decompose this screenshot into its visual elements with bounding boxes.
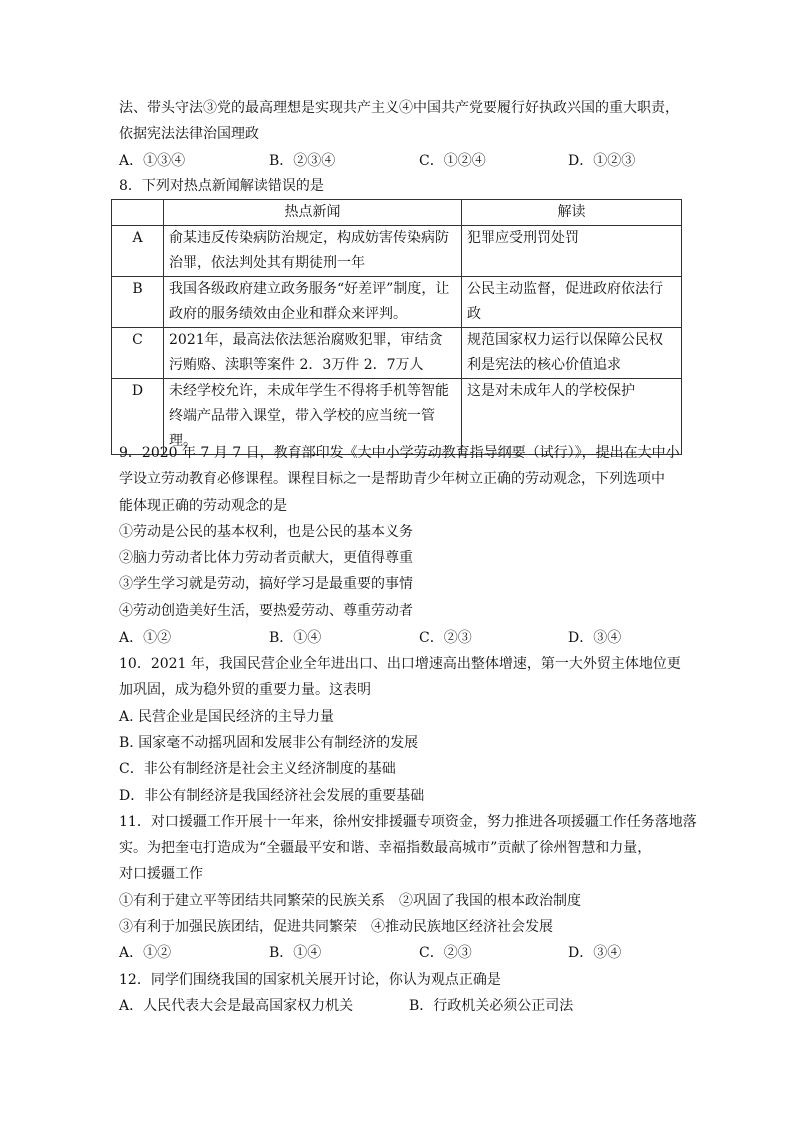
q11-option-b[interactable]: B．①④ [269, 945, 322, 961]
q11-option-c[interactable]: C．②③ [419, 945, 472, 961]
table-row [112, 277, 682, 328]
q9-option-a[interactable]: A．①② [119, 630, 172, 646]
row-key: D [112, 379, 164, 455]
q11-option-a[interactable]: A．①② [119, 945, 172, 961]
row-news: 俞某违反传染病防治规定，构成妨害传染病防治罪，依法判处其有期徒刑一年 [164, 226, 462, 277]
q11-text-line-1: 11．对口援疆工作开展十一年来，徐州安排援疆专项资金，努力推进各项援疆工作任务落地落 [119, 814, 697, 830]
q7-option-a[interactable]: A．①③④ [119, 153, 186, 169]
q11-items-row-1: ①有利于建立平等团结共同繁荣的民族关系 ②巩固了我国的根本政治制度 [119, 893, 581, 909]
q9-text-line-3: 能体现正确的劳动观念的是 [119, 498, 287, 514]
row-key: A [112, 226, 164, 277]
row-reading: 这是对未成年人的学校保护 [462, 379, 682, 455]
q11-option-d[interactable]: D．③④ [568, 945, 622, 961]
table-header-news: 热点新闻 [164, 200, 462, 226]
table-row [112, 226, 682, 277]
q8-stem: 8．下列对热点新闻解读错误的是 [119, 178, 324, 194]
q10-text-line-2: 加巩固，成为稳外贸的重要力量。这表明 [119, 682, 371, 698]
q9-option-c[interactable]: C．②③ [419, 630, 472, 646]
q7-option-d[interactable]: D．①②③ [568, 153, 636, 169]
q9-option-b[interactable]: B．①④ [269, 630, 322, 646]
row-key: C [112, 328, 164, 379]
q10-option-b[interactable]: B. 国家毫不动摇巩固和发展非公有制经济的发展 [119, 735, 419, 751]
q8-news-table [111, 199, 682, 455]
q9-text-line-2: 学设立劳动教育必修课程。课程目标之一是帮助青少年树立正确的劳动观念，下列选项中 [119, 471, 665, 487]
row-key: B [112, 277, 164, 328]
table-header-key [112, 200, 164, 226]
q9-item-1: ①劳动是公民的基本权利，也是公民的基本义务 [119, 524, 413, 540]
q10-option-c[interactable]: C．非公有制经济是社会主义经济制度的基础 [119, 761, 396, 777]
row-reading: 犯罪应受刑罚处罚 [462, 226, 682, 277]
q7-option-b[interactable]: B．②③④ [269, 153, 336, 169]
q7-option-c[interactable]: C．①②④ [419, 153, 486, 169]
q12-stem: 12．同学们围绕我国的国家机关展开讨论，你认为观点正确是 [119, 972, 501, 988]
q9-item-3: ③学生学习就是劳动，搞好学习是最重要的事情 [119, 576, 413, 592]
row-news: 我国各级政府建立政务服务“好差评”制度，让政府的服务绩效由企业和群众来评判。 [164, 277, 462, 328]
q11-text-line-3: 对口援疆工作 [119, 866, 203, 882]
q11-items-row-2: ③有利于加强民族团结，促进共同繁荣 ④推动民族地区经济社会发展 [119, 919, 553, 935]
q7-text-line-1: 法、带头守法③党的最高理想是实现共产主义④中国共产党要履行好执政兴国的重大职责， [119, 100, 679, 116]
row-reading: 公民主动监督，促进政府依法行政 [462, 277, 682, 328]
q9-item-2: ②脑力劳动者比体力劳动者贡献大，更值得尊重 [119, 550, 413, 566]
q9-option-d[interactable]: D．③④ [568, 630, 622, 646]
table-row [112, 328, 682, 379]
q12-option-b[interactable]: B．行政机关必须公正司法 [409, 998, 574, 1014]
row-news: 未经学校允许，未成年学生不得将手机等智能终端产品带入课堂，带入学校的应当统一管理。 [164, 379, 462, 455]
q10-option-a[interactable]: A. 民营企业是国民经济的主导力量 [119, 709, 335, 725]
q12-option-a[interactable]: A．人民代表大会是最高国家权力机关 [119, 998, 354, 1014]
q10-text-line-1: 10．2021 年，我国民营企业全年进出口、出口增速高出整体增速，第一大外贸主体地位更 [119, 656, 681, 672]
q11-text-line-2: 实。为把奎屯打造成为“全疆最平安和谐、幸福指数最高城市”贡献了徐州智慧和力量， [119, 840, 652, 856]
q9-text-line-1: 9．2020 年 7 月 7 日，教育部印发《大中小学劳动教育指导纲要（试行）》，提出在大中小 [119, 445, 680, 461]
table-header-row [112, 200, 682, 226]
row-news: 2021年，最高法依法惩治腐败犯罪，审结贪污贿赂、渎职等案件 2．3万件 2．7万人 [164, 328, 462, 379]
q9-item-4: ④劳动创造美好生活，要热爱劳动、尊重劳动者 [119, 603, 413, 619]
q10-option-d[interactable]: D．非公有制经济是我国经济社会发展的重要基础 [119, 788, 425, 804]
table-header-reading: 解读 [462, 200, 682, 226]
q7-text-line-2: 依据宪法法律治国理政 [119, 126, 259, 142]
row-reading: 规范国家权力运行以保障公民权利是宪法的核心价值追求 [462, 328, 682, 379]
